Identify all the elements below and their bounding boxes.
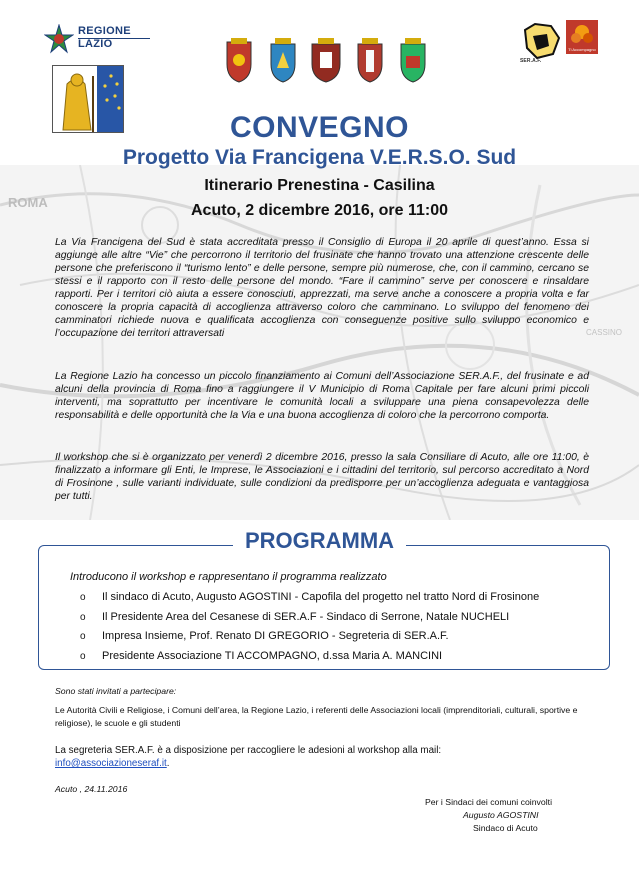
list-item: o Il sindaco di Acuto, Augusto AGOSTINI - Capofila del progetto nel tratto Nord di Frosinone: [80, 588, 539, 608]
signature-name: Augusto AGOSTINI: [463, 810, 539, 820]
seraf-logo: [521, 20, 561, 62]
page-title: CONVEGNO: [229, 111, 410, 144]
invited-label: Sono stati invitati a partecipare:: [55, 686, 177, 696]
programma-intro: Introducono il workshop e rappresentano il programma realizzato: [70, 571, 387, 583]
bullet-icon: o: [80, 650, 86, 662]
signature-block: [425, 796, 552, 835]
segreteria-note: La segreteria SER.A.F. è a disposizione per raccogliere le adesioni al workshop alla mail: info@associazioneseraf.it.: [55, 745, 442, 769]
email-link[interactable]: info@associazioneseraf.it: [55, 758, 167, 769]
signature-role: Sindaco di Acuto: [473, 823, 538, 833]
crest-5-icon: [395, 38, 431, 84]
list-item: o Presidente Associazione TI ACCOMPAGNO, d.ssa Maria A. MANCINI: [80, 647, 539, 667]
signature-line-1: Per i Sindaci dei comuni coinvolti: [425, 797, 552, 807]
invited-list: Le Autorità Civili e Religiose, i Comuni dell’area, la Regione Lazio, i referenti delle Associazioni locali (imprenditoriali, culturali, sportive e religiose), le scuole e gli studenti: [55, 705, 578, 728]
itinerary-line: Itinerario Prenestina - Casilina: [204, 177, 435, 194]
crest-3-icon: [308, 38, 344, 84]
map-label-cassino: CASSINO: [586, 328, 623, 337]
map-label-roma: ROMA: [8, 195, 48, 210]
regione-lazio-logo: [44, 24, 156, 54]
regione-lazio-star-icon: [44, 24, 74, 54]
programma-list: [80, 588, 539, 666]
municipal-crests: [221, 38, 431, 84]
event-date-line: Acuto, 2 dicembre 2016, ore 11:00: [190, 202, 448, 219]
bullet-icon: o: [80, 631, 86, 642]
crest-2-icon: [265, 38, 301, 84]
bullet-icon: o: [80, 611, 86, 623]
page-subtitle: Progetto Via Francigena V.E.R.S.O. Sud: [122, 146, 517, 169]
list-item: o Impresa Insieme, Prof. Renato DI GREGORIO - Segreteria di SER.A.F.: [80, 627, 539, 647]
programma-title: PROGRAMMA: [0, 528, 639, 554]
list-item: o Il Presidente Area del Cesanese di SER.A.F - Sindaco di Serrone, Natale NUCHELI: [80, 608, 539, 628]
workshop-paragraph: Il workshop che si è organizzato per venerdì 2 dicembre 2016, presso la sala Consiliare di Acuto, alle ore 11:00, è finalizzato a informare gli Enti, le Imprese, le Associazioni e i cittadini del territorio, sul percorso accreditato a Nord di Frosinone , sulle varianti individuate, sulle condizioni da predisporre per un’accoglienza adeguata e vantaggiosa per tutti.: [55, 452, 589, 502]
regione-lazio-text: REGIONE LAZIO: [78, 25, 131, 50]
crest-4-icon: [352, 38, 388, 84]
funding-paragraph: La Regione Lazio ha concesso un piccolo finanziamento ai Comuni dell’Associazione SER.A.F., del frusinate e ad alcuni della provincia di Roma fino a raggiungere il V Municipio di Roma Capitale per fare alcuni primi piccoli interventi, ma soprattutto per incentivare le comunità locali a sviluppare una piena consapevolezza delle responsabilità e delle opportunità che la Via e una buona accoglienza di coloro che la percorrono comporta.: [55, 371, 589, 421]
place-date: Acuto , 24.11.2016: [55, 784, 128, 794]
ti-accompagno-logo-label: Ti Accompagno: [568, 47, 596, 52]
seraf-logo-label: SER.A.F.: [520, 58, 542, 64]
intro-paragraph: La Via Francigena del Sud è stata accreditata presso il Consiglio di Europa il 20 aprile di quest’anno. Essa si aggiunge alle altre “Vie” che percorrono il territorio del frusinate che hanno trovato una attenzione crescente delle persone che preferiscono il “turismo lento” e delle persone, sempre più numerose, che, con il cammino, cercano se stessi e il rapporto con il resto delle persone del mondo. “Fare il cammino” serve per conoscere e rinsaldare rapporti. Per i territori ciò aiuta a essere conosciuti, apprezzati, ma serve anche a conoscere a propria volta e far conoscere la propria capacità di accoglienza attraverso coloro che camminano. Lo sviluppo del fenomeno dei camminatori richiede nuova e qualificata accoglienza con conseguenze positive sullo sviluppo economico e l’occupazione dei territori attraversati: [55, 237, 589, 339]
crest-1-icon: [221, 38, 257, 84]
bullet-icon: o: [80, 592, 86, 603]
